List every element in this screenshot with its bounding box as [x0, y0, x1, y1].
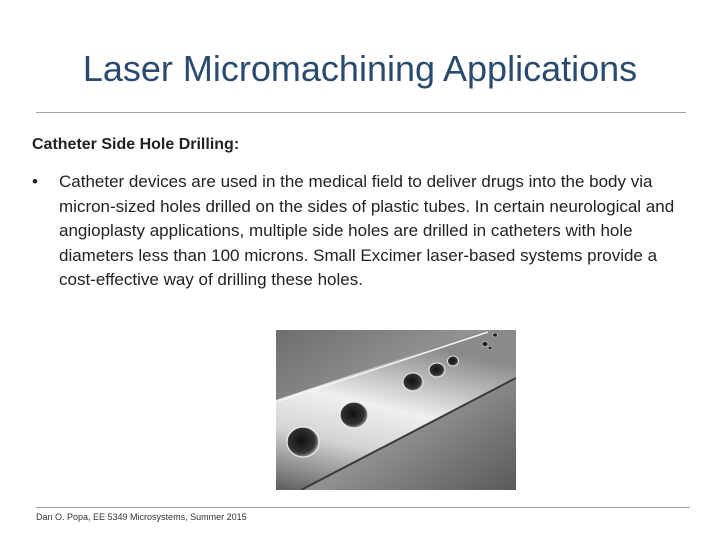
bullet-list: [32, 170, 692, 293]
side-hole: [429, 363, 445, 377]
side-hole: [403, 373, 423, 391]
side-hole: [448, 356, 459, 366]
catheter-micrograph: [276, 330, 516, 490]
title-divider: [36, 112, 686, 113]
side-hole: [287, 427, 319, 457]
bullet-marker: •: [32, 172, 38, 191]
side-hole: [488, 346, 492, 350]
side-hole: [493, 333, 498, 337]
side-hole: [340, 402, 368, 428]
footer-credit: Dan O. Popa, EE 5349 Microsystems, Summer 2015: [36, 512, 247, 522]
section-subtitle: Catheter Side Hole Drilling:: [32, 136, 240, 153]
bullet-item: [32, 170, 692, 293]
footer-divider: [36, 507, 690, 508]
side-hole: [482, 341, 488, 346]
slide-title: Laser Micromachining Applications: [82, 48, 638, 89]
bullet-text: Catheter devices are used in the medical field to deliver drugs into the body via micron-sized holes drilled on the sides of plastic tubes. In certain neurological and angioplasty applications, multiple side holes are drilled in catheters with hole diameters less than 100 microns. Small Excimer laser-based systems provide a cost-effective way of drilling these holes.: [59, 172, 675, 289]
